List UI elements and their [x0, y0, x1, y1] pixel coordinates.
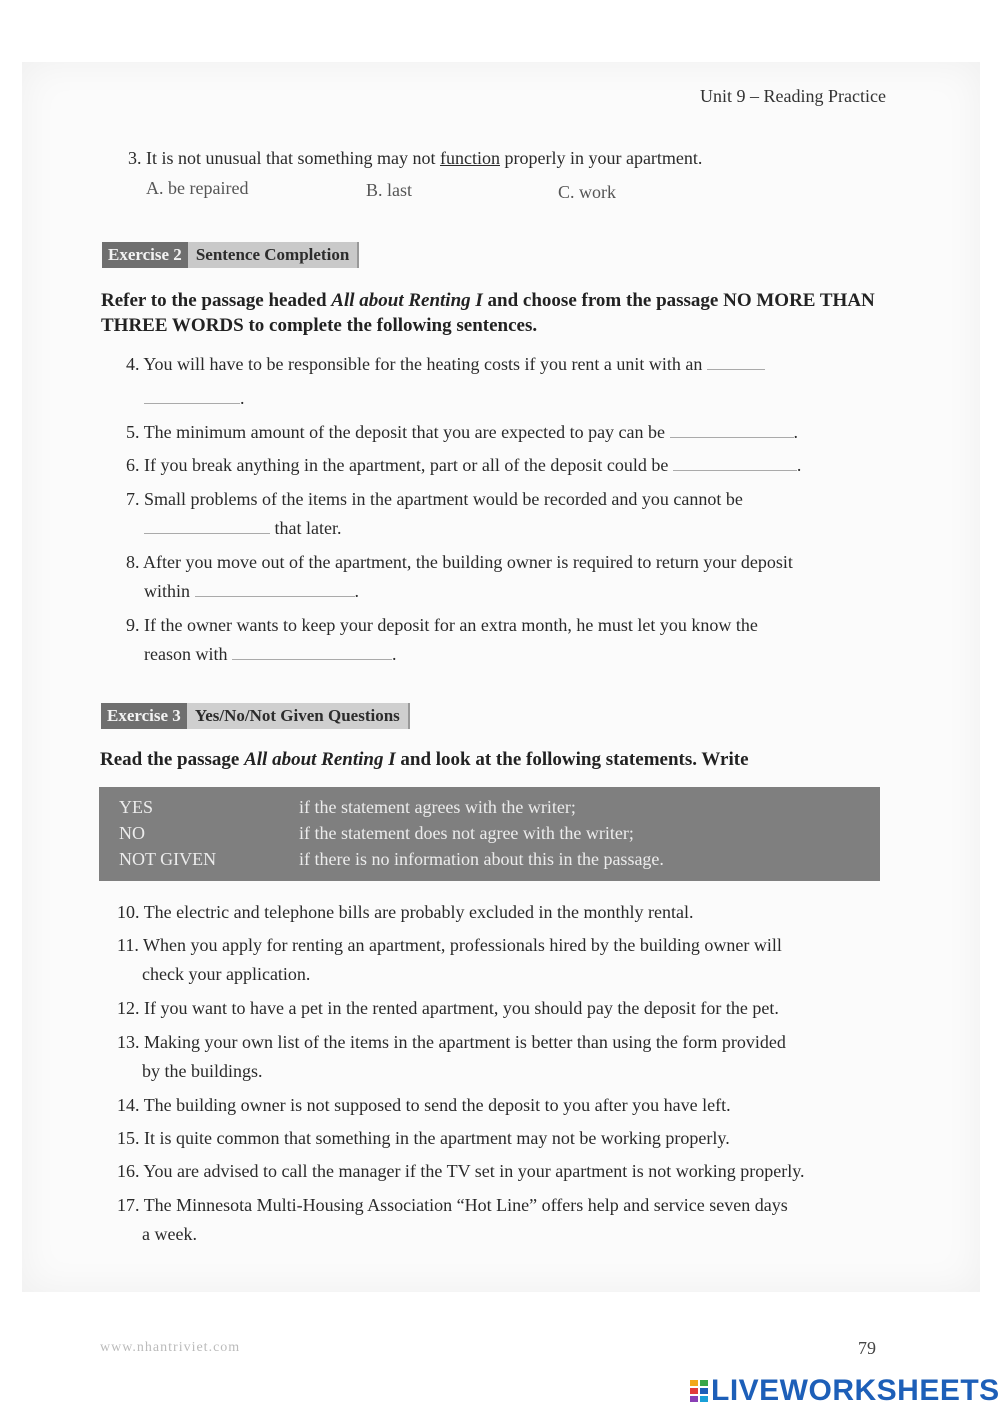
- legend-row-not-given: NOT GIVEN if there is no information about this in the passage.: [119, 849, 664, 869]
- option-c[interactable]: C. work: [558, 182, 616, 202]
- exercise-2-instruction-line2: THREE WORDS to complete the following sentences.: [101, 315, 538, 336]
- statement-16: 16. You are advised to call the manager if the TV set in your apartment is not working properly.: [117, 1161, 805, 1181]
- passage-title: All about Renting I: [244, 749, 396, 770]
- question-text: It is not unusual that something may not: [146, 148, 436, 168]
- option-a[interactable]: A. be repaired: [146, 178, 249, 198]
- statement-17: 17. The Minnesota Multi-Housing Association “Hot Line” offers help and service seven days: [117, 1195, 788, 1215]
- statement-13-line2: by the buildings.: [142, 1061, 263, 1081]
- question-6: 6. If you break anything in the apartment, part or all of the deposit could be .: [126, 455, 802, 475]
- statement-15: 15. It is quite common that something in the apartment may not be working properly.: [117, 1128, 730, 1148]
- page-number: 79: [858, 1338, 876, 1358]
- statement-17-line2: a week.: [142, 1224, 197, 1244]
- answer-blank[interactable]: [707, 368, 765, 370]
- statement-11-line2: check your application.: [142, 964, 311, 984]
- statement-14: 14. The building owner is not supposed to send the deposit to you after you have left.: [117, 1095, 731, 1115]
- statement-12: 12. If you want to have a pet in the rented apartment, you should pay the deposit for the pet.: [117, 998, 779, 1018]
- exercise-title: Sentence Completion: [188, 242, 359, 268]
- question-9: 9. If the owner wants to keep your deposit for an extra month, he must let you know the: [126, 615, 758, 635]
- question-7: 7. Small problems of the items in the apartment would be recorded and you cannot be: [126, 489, 743, 509]
- legend-row-no: NO if the statement does not agree with the writer;: [119, 823, 634, 843]
- answer-blank[interactable]: [195, 595, 355, 597]
- answer-blank[interactable]: [144, 402, 240, 404]
- exercise-tag: Exercise 3: [101, 703, 187, 729]
- yes-no-legend: [99, 787, 880, 881]
- liveworksheets-logo: [690, 1374, 1000, 1408]
- question-3: [128, 144, 702, 173]
- answer-blank[interactable]: [144, 532, 270, 534]
- answer-blank[interactable]: [673, 469, 797, 471]
- exercise-title: Yes/No/Not Given Questions: [187, 703, 410, 729]
- question-5: 5. The minimum amount of the deposit that you are expected to pay can be .: [126, 422, 799, 442]
- exercise-tag: Exercise 2: [102, 242, 188, 268]
- logo-text: LIVEWORKSHEETS: [711, 1374, 1000, 1407]
- question-text: properly in your apartment.: [504, 148, 703, 168]
- statement-10: 10. The electric and telephone bills are probably excluded in the monthly rental.: [117, 902, 694, 922]
- question-8: 8. After you move out of the apartment, the building owner is required to return your deposit: [126, 552, 793, 572]
- statement-13: 13. Making your own list of the items in the apartment is better than using the form provided: [117, 1032, 786, 1052]
- statement-11: 11. When you apply for renting an apartment, professionals hired by the building owner will: [117, 935, 782, 955]
- passage-title: All about Renting I: [331, 290, 483, 311]
- exercise-3-instruction: Read the passage All about Renting I and look at the following statements. Write: [100, 749, 749, 770]
- exercise-3-label: [101, 703, 410, 729]
- option-b[interactable]: B. last: [366, 180, 413, 200]
- question-4-line2: .: [144, 384, 245, 413]
- answer-blank[interactable]: [232, 658, 392, 660]
- publisher-url: www.nhantriviet.com: [100, 1340, 241, 1355]
- exercise-2-instruction: Refer to the passage headed All about Renting I and choose from the passage NO MORE THAN: [101, 290, 875, 311]
- unit-header: Unit 9 – Reading Practice: [700, 86, 886, 106]
- underlined-word: function: [439, 148, 500, 168]
- question-9-line2: reason with .: [144, 644, 397, 664]
- question-number: 3.: [128, 148, 142, 168]
- question-8-line2: within .: [144, 581, 360, 601]
- answer-blank[interactable]: [670, 436, 794, 438]
- question-4: 4. You will have to be responsible for the heating costs if you rent a unit with an: [126, 350, 765, 379]
- exercise-2-label: [102, 242, 359, 268]
- question-7-line2: that later.: [144, 514, 341, 543]
- worksheet-icon: [690, 1380, 708, 1402]
- legend-row-yes: YES if the statement agrees with the writer;: [119, 797, 576, 817]
